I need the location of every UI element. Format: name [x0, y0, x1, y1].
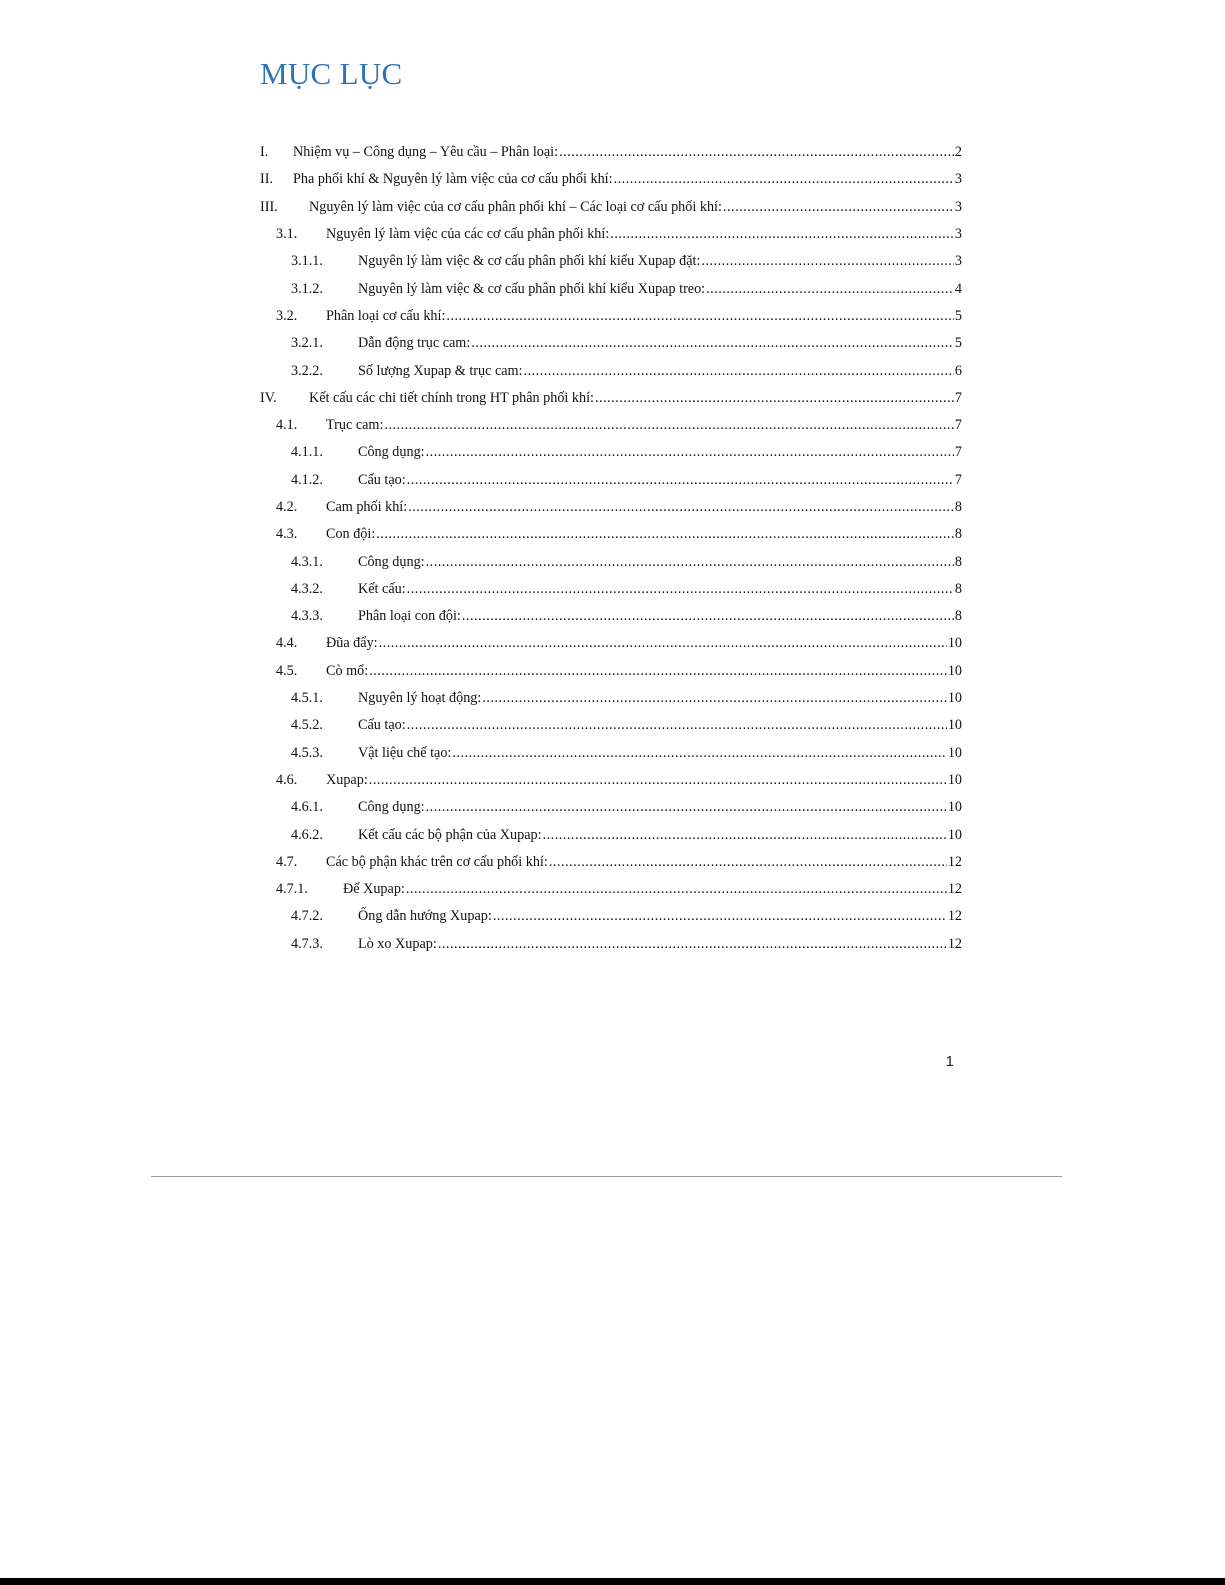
toc-entry[interactable]: [260, 821, 962, 848]
toc-entry-page[interactable]: 7: [954, 444, 962, 461]
toc-entry[interactable]: [260, 794, 962, 821]
toc-entry-title[interactable]: Lò xo Xupap:: [358, 935, 437, 952]
toc-entry-page[interactable]: 6: [954, 362, 962, 379]
toc-entry-page[interactable]: 10: [947, 744, 962, 761]
toc-entry[interactable]: [260, 194, 962, 221]
toc-dot-leader: [379, 635, 947, 652]
toc-entry[interactable]: [260, 576, 962, 603]
toc-dot-leader: [701, 253, 954, 270]
toc-entry[interactable]: [260, 439, 962, 466]
toc-entry-page[interactable]: 3: [954, 198, 962, 215]
toc-dot-leader: [406, 881, 947, 898]
toc-entry[interactable]: [260, 303, 962, 330]
toc-dot-leader: [549, 854, 947, 871]
toc-entry[interactable]: [260, 849, 962, 876]
toc-entry-number: 4.6.: [276, 771, 298, 788]
toc-dot-leader: [723, 199, 954, 216]
toc-entry[interactable]: [260, 275, 962, 302]
toc-entry[interactable]: [260, 712, 962, 739]
toc-entry[interactable]: [260, 903, 962, 930]
toc-entry-page[interactable]: 10: [947, 635, 962, 652]
toc-entry-page[interactable]: 12: [947, 935, 962, 952]
toc-entry-number: 4.1.1.: [291, 444, 323, 461]
toc-dot-leader: [524, 363, 954, 380]
toc-entry-title[interactable]: Con đội:: [326, 526, 376, 543]
toc-entry-title[interactable]: Xupap:: [326, 771, 368, 788]
toc-entry[interactable]: [260, 139, 962, 166]
toc-dot-leader: [559, 144, 954, 161]
toc-entry-number: 3.2.: [276, 307, 298, 324]
next-page-edge: [0, 1578, 1225, 1585]
toc-entry[interactable]: [260, 931, 962, 958]
toc-entry-title[interactable]: Nguyên lý làm việc của cơ cấu phân phối khí – Các loại cơ cấu phối khí:: [309, 198, 722, 215]
toc-dot-leader: [408, 499, 954, 516]
toc-entry-number: 4.7.3.: [291, 935, 323, 952]
toc-entry-page[interactable]: 3: [954, 226, 962, 243]
toc-entry-page[interactable]: 10: [947, 826, 962, 843]
toc-entry-title[interactable]: Cam phối khí:: [326, 499, 408, 515]
toc-entry-number: 3.1.1.: [291, 253, 323, 270]
toc-entry-number: IV.: [260, 389, 277, 406]
toc-dot-leader: [426, 554, 954, 571]
toc-entry-page[interactable]: 3: [954, 253, 962, 270]
toc-dot-leader: [462, 608, 954, 625]
toc-dot-leader: [407, 717, 947, 734]
toc-dot-leader: [595, 390, 954, 407]
toc-dot-leader: [446, 308, 954, 325]
toc-entry-page[interactable]: 8: [954, 499, 962, 515]
toc-dot-leader: [369, 772, 947, 789]
toc-entry-number: 4.6.1.: [291, 799, 323, 816]
toc-entry-page[interactable]: 5: [954, 307, 962, 324]
toc-entry-title[interactable]: Kết cấu các chi tiết chính trong HT phân phối khí:: [309, 389, 594, 406]
toc-entry-title[interactable]: Kết cấu các bộ phận của Xupap:: [358, 826, 542, 843]
toc-entry-number: 4.3.: [276, 526, 298, 543]
toc-entry-number: 3.1.: [276, 226, 298, 243]
toc-entry-number: I.: [260, 144, 269, 161]
toc-dot-leader: [426, 799, 947, 816]
toc-entry-title[interactable]: Số lượng Xupap & trục cam:: [358, 362, 523, 379]
toc-entry-title[interactable]: Nguyên lý làm việc của các cơ cấu phân phối khí:: [326, 226, 610, 243]
toc-entry-page[interactable]: 10: [947, 799, 962, 816]
toc-entry-title[interactable]: Nguyên lý làm việc & cơ cấu phân phối khí kiểu Xupap đặt:: [358, 253, 701, 270]
toc-entry-number: 3.1.2.: [291, 280, 323, 297]
toc-dot-leader: [376, 526, 954, 543]
toc-entry-number: 4.5.2.: [291, 717, 323, 734]
toc-entry-title[interactable]: Pha phối khí & Nguyên lý làm việc của cơ cấu phối khí:: [293, 171, 613, 188]
toc-entry-title[interactable]: Nhiệm vụ – Công dụng – Yêu cầu – Phân loại:: [293, 144, 559, 161]
toc-entry-number: 4.3.3.: [291, 608, 323, 625]
toc-entry[interactable]: [260, 330, 962, 357]
toc-entry-title[interactable]: Công dụng:: [358, 444, 425, 461]
toc-entry[interactable]: [260, 494, 962, 521]
page-number: 1: [945, 1053, 954, 1070]
toc-entry-page[interactable]: 10: [947, 771, 962, 788]
toc-entry[interactable]: [260, 521, 962, 548]
toc-entry-page[interactable]: 4: [954, 280, 962, 297]
toc-entry[interactable]: [260, 876, 962, 903]
toc-entry[interactable]: [260, 357, 962, 384]
toc-entry-title[interactable]: Công dụng:: [358, 799, 425, 816]
toc-entry-page[interactable]: 12: [947, 908, 962, 925]
toc-entry[interactable]: [260, 412, 962, 439]
toc-heading: MỤC LỤC: [260, 56, 403, 91]
toc-entry-number: 4.5.1.: [291, 690, 323, 707]
toc-entry-title[interactable]: Ống dẫn hướng Xupap:: [358, 908, 492, 925]
toc-entry-page[interactable]: 3: [954, 171, 962, 188]
toc-entry-page[interactable]: 7: [954, 417, 962, 434]
toc-entry[interactable]: [260, 658, 962, 685]
toc-entry[interactable]: [260, 248, 962, 275]
toc-entry-title[interactable]: Kết cấu:: [358, 580, 406, 597]
table-of-contents: [260, 139, 962, 958]
toc-entry-title[interactable]: Phân loại con đội:: [358, 608, 461, 625]
toc-dot-leader: [543, 827, 947, 844]
toc-entry-number: 4.4.: [276, 635, 298, 652]
toc-dot-leader: [438, 936, 947, 953]
toc-entry[interactable]: [260, 630, 962, 657]
toc-entry-page[interactable]: 8: [954, 580, 962, 597]
toc-entry-number: 4.7.2.: [291, 908, 323, 925]
toc-dot-leader: [426, 444, 954, 461]
toc-entry[interactable]: [260, 740, 962, 767]
toc-entry-number: III.: [260, 198, 278, 215]
toc-entry-title[interactable]: Nguyên lý hoạt động:: [358, 690, 482, 707]
toc-entry-title[interactable]: Công dụng:: [358, 553, 425, 570]
toc-entry-number: 4.1.2.: [291, 471, 323, 488]
toc-entry-number: 4.7.1.: [276, 881, 308, 898]
toc-dot-leader: [452, 745, 946, 762]
toc-dot-leader: [614, 171, 954, 188]
page-break-divider: [151, 1176, 1062, 1177]
toc-entry-page[interactable]: 8: [954, 608, 962, 625]
toc-entry[interactable]: [260, 767, 962, 794]
toc-entry-page[interactable]: 8: [954, 553, 962, 570]
toc-dot-leader: [610, 226, 954, 243]
toc-entry-page[interactable]: 10: [947, 662, 962, 679]
toc-entry-number: 4.5.3.: [291, 744, 323, 761]
toc-entry[interactable]: [260, 467, 962, 494]
toc-entry-title[interactable]: Cấu tạo:: [358, 471, 406, 488]
toc-entry-page[interactable]: 10: [947, 717, 962, 734]
toc-entry-page[interactable]: 12: [947, 853, 962, 870]
toc-dot-leader: [471, 335, 954, 352]
toc-dot-leader: [369, 663, 947, 680]
toc-entry-title[interactable]: Cò mổ:: [326, 662, 369, 679]
toc-entry-page[interactable]: 7: [954, 471, 962, 488]
toc-entry-title[interactable]: Dẫn động trục cam:: [358, 335, 471, 352]
toc-entry-number: 4.7.: [276, 853, 298, 870]
toc-entry-number: 4.3.2.: [291, 580, 323, 597]
toc-entry-number: 4.6.2.: [291, 826, 323, 843]
toc-entry-page[interactable]: 10: [947, 690, 962, 707]
toc-entry-title[interactable]: Vật liệu chế tạo:: [358, 744, 452, 761]
toc-entry-title[interactable]: Đế Xupap:: [343, 881, 405, 898]
toc-entry[interactable]: [260, 685, 962, 712]
toc-entry-title[interactable]: Nguyên lý làm việc & cơ cấu phân phối khí kiểu Xupap treo:: [358, 280, 706, 297]
toc-dot-leader: [407, 581, 954, 598]
toc-entry[interactable]: [260, 221, 962, 248]
toc-entry[interactable]: [260, 548, 962, 575]
toc-entry-page[interactable]: 7: [954, 389, 962, 406]
toc-dot-leader: [384, 417, 954, 434]
toc-entry-number: 4.2.: [276, 499, 298, 515]
toc-entry-number: 4.3.1.: [291, 553, 323, 570]
toc-entry-number: 4.5.: [276, 662, 298, 679]
toc-entry-number: II.: [260, 171, 273, 188]
toc-entry-page[interactable]: 5: [954, 335, 962, 352]
toc-entry[interactable]: [260, 603, 962, 630]
toc-entry-title[interactable]: Các bộ phận khác trên cơ cấu phối khí:: [326, 853, 548, 870]
toc-entry-page[interactable]: 8: [954, 526, 962, 543]
toc-entry-title[interactable]: Phân loại cơ cấu khí:: [326, 307, 446, 324]
toc-entry[interactable]: [260, 385, 962, 412]
toc-dot-leader: [482, 690, 946, 707]
toc-entry-number: 4.1.: [276, 417, 298, 434]
toc-dot-leader: [493, 908, 947, 925]
toc-entry-number: 3.2.1.: [291, 335, 323, 352]
toc-entry-title[interactable]: Đũa đẩy:: [326, 635, 378, 652]
toc-dot-leader: [706, 281, 954, 298]
toc-entry-number: 3.2.2.: [291, 362, 323, 379]
toc-entry-page[interactable]: 2: [954, 144, 962, 161]
toc-entry-title[interactable]: Cấu tạo:: [358, 717, 406, 734]
toc-entry-page[interactable]: 12: [947, 881, 962, 898]
toc-dot-leader: [407, 472, 954, 489]
toc-entry[interactable]: [260, 166, 962, 193]
toc-entry-title[interactable]: Trục cam:: [326, 417, 384, 434]
